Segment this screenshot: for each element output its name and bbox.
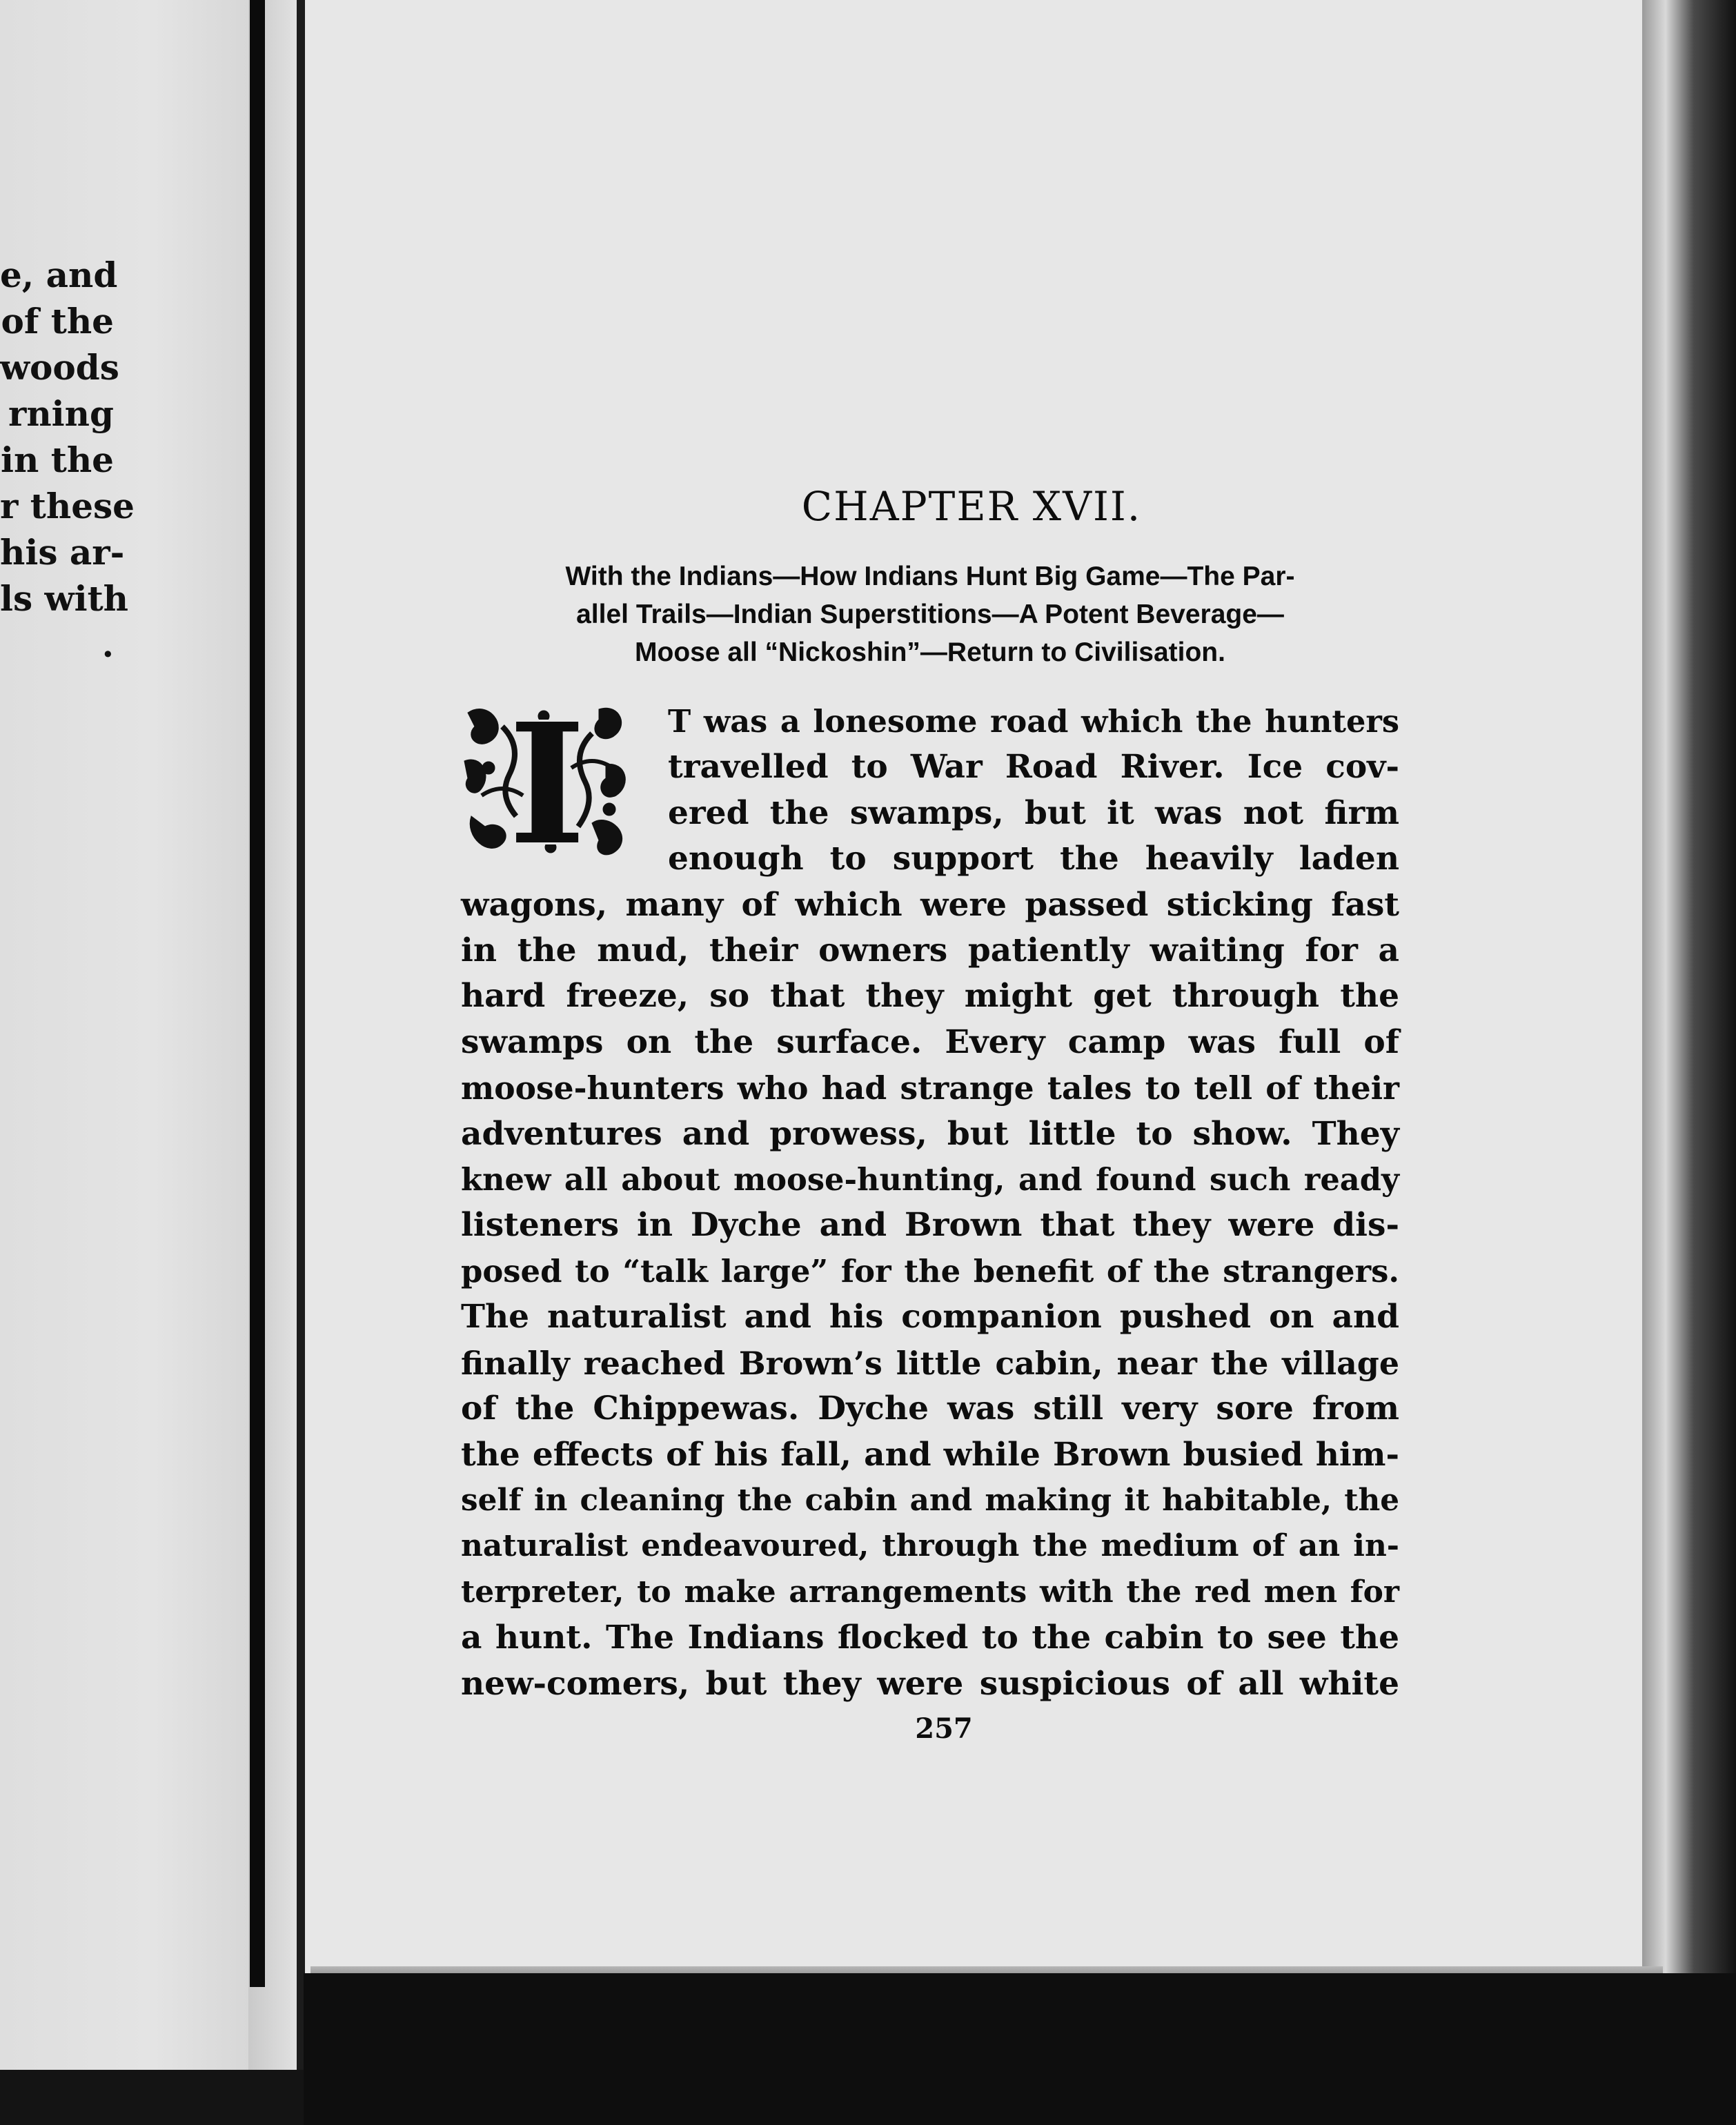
text-line: terpreter, to make arrangements with the red men for [461,1574,1399,1610]
fragment-line: woods [0,347,119,388]
text-line: a hunt. The Indians flocked to the cabin to see the [461,1619,1399,1657]
summary-line: Moose all “Nickoshin”—Return to Civilisation. [635,638,1225,667]
text-line: naturalist endeavoured, through the medium of an in- [461,1528,1399,1564]
text-line: ered the swamps, but it was not firm [668,793,1399,832]
fragment-line: . [101,624,114,665]
text-line: of the Chippewas. Dyche was still very sore from [461,1390,1399,1428]
page-content [461,483,1399,1745]
fragment-line: his ar- [0,532,125,573]
summary-line: With the Indians—How Indians Hunt Big Game—The Par- [565,562,1295,591]
text-line: travelled to War Road River. Ice cov- [668,748,1399,787]
page-right-edge [1642,0,1736,2125]
text-line: posed to “talk large” for the benefit of the strangers. [461,1252,1399,1289]
text-line: hard freeze, so that they might get through the [461,977,1399,1016]
scan-background [304,1973,1736,2125]
fragment-line: e, and [0,255,118,295]
chapter-title: CHAPTER XVII. [801,483,1142,530]
text-line: listeners in Dyche and Brown that they were dis- [461,1206,1399,1245]
page-number: 257 [915,1712,973,1745]
text-line: adventures and prowess, but little to show. They [461,1114,1399,1153]
text-line: enough to support the heavily laden [668,840,1399,878]
text-line: swamps on the surface. Every camp was full of [461,1022,1399,1061]
chapter-summary [461,557,1399,671]
fragment-line: ls with [0,578,129,619]
fragment-line: in the [0,439,114,480]
fragment-line: r these [0,486,135,526]
text-line: in the mud, their owners patiently waiting for a [461,931,1399,970]
text-line: moose-hunters who had strange tales to tell of their [461,1069,1399,1107]
text-line: new-comers, but they were suspicious of all white [461,1664,1399,1703]
summary-line: allel Trails—Indian Superstitions—A Potent Beverage— [576,600,1284,629]
text-line: knew all about moose-hunting, and found such ready [461,1161,1399,1198]
ornamental-drop-cap-icon [461,687,633,882]
fragment-line: of the [1,301,114,342]
text-line: self in cleaning the cabin and making it habitable, the [461,1482,1399,1518]
text-line: wagons, many of which were passed sticking fast [461,885,1399,924]
fragment-line: rning [8,393,114,434]
text-line: The naturalist and his companion pushed on and [461,1298,1399,1336]
text-line: finally reached Brown’s little cabin, near the village [461,1344,1399,1382]
svg-text:I: I [508,687,586,882]
previous-page-text-fragments [0,252,135,668]
text-line: T was a lonesome road which the hunters [668,703,1399,740]
spine-shadow [250,0,265,1987]
chapter-body [461,687,1399,1707]
page-inner-edge [297,0,305,2070]
text-line: the effects of his fall, and while Brown busied him- [461,1435,1399,1474]
